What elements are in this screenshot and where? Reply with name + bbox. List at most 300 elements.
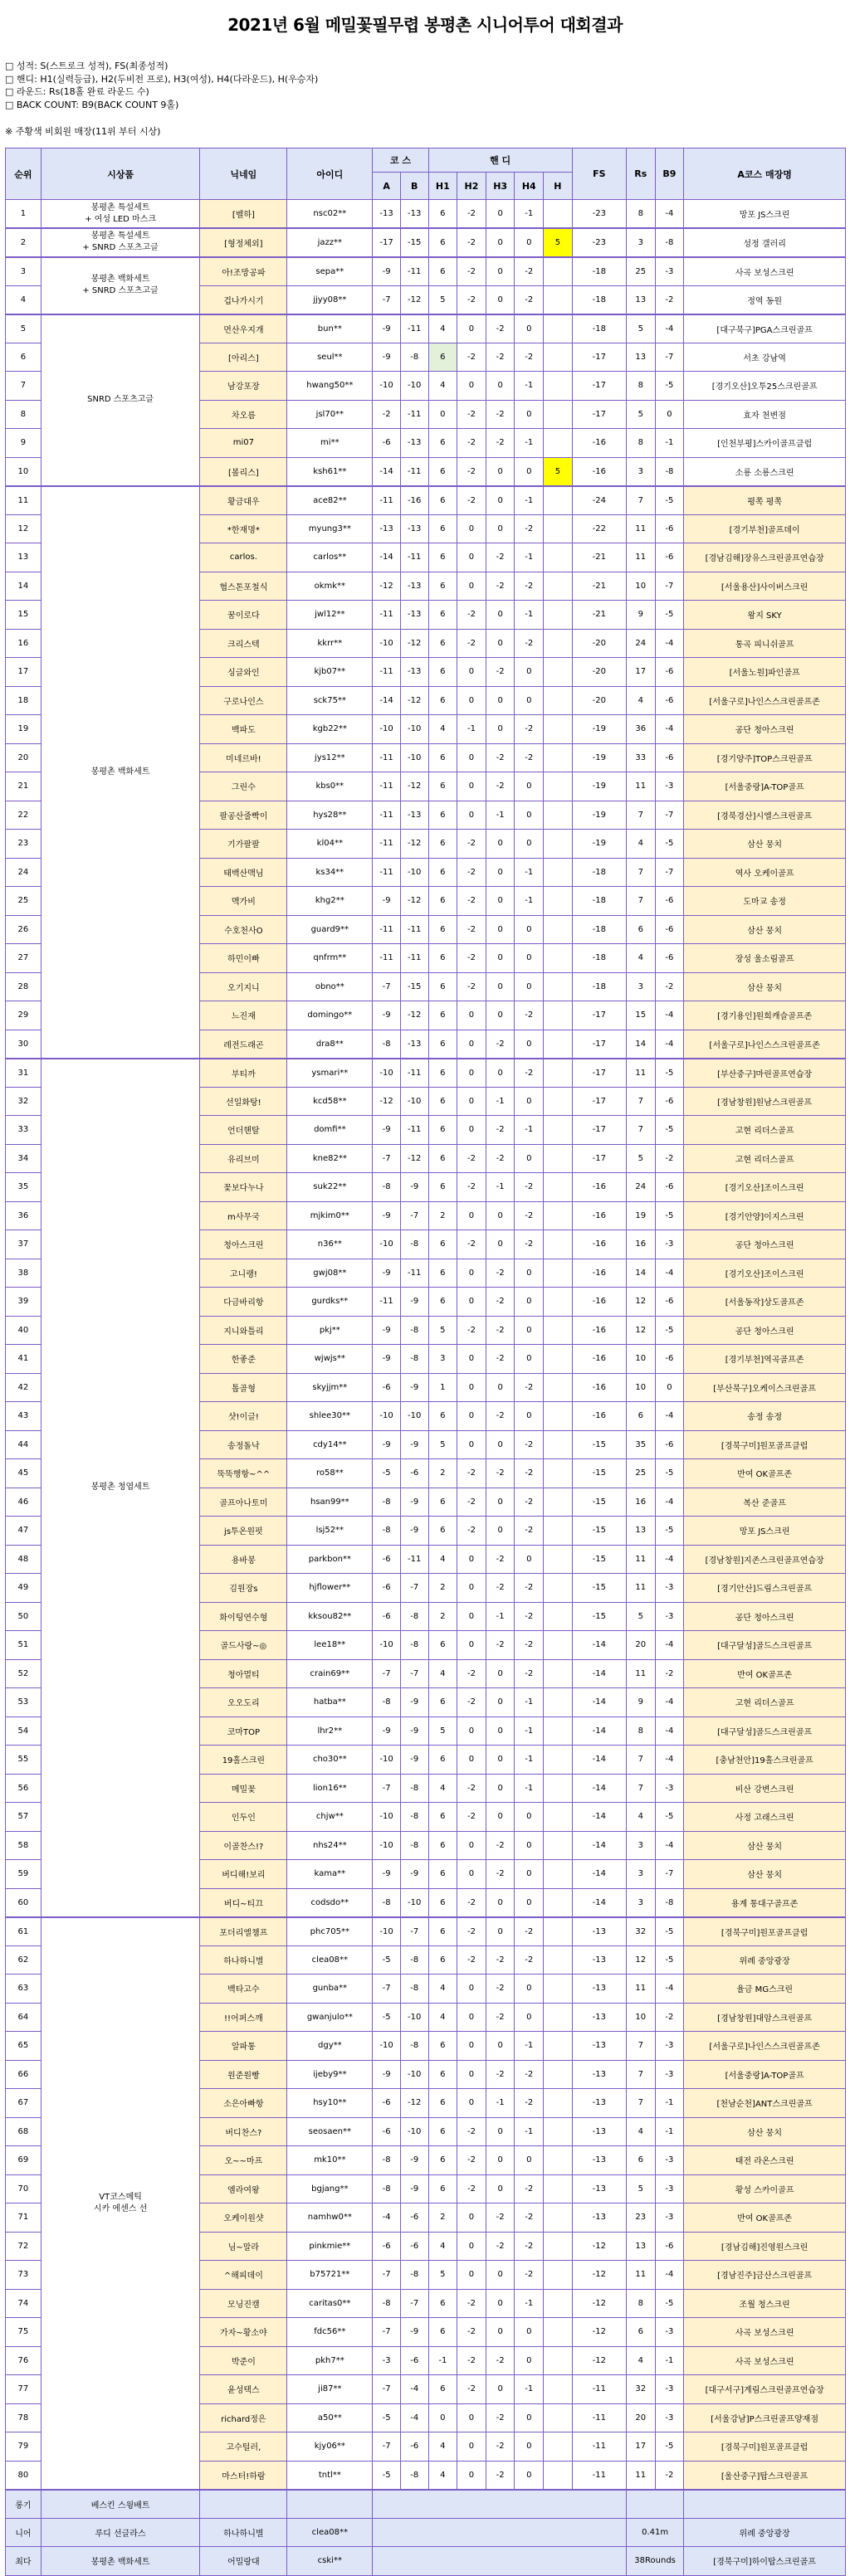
h-cell — [544, 1173, 573, 1202]
store-cell: [경북구미]원포골프클럽 — [684, 1917, 846, 1946]
h3-cell: 0 — [486, 285, 515, 314]
a-cell: -13 — [373, 514, 401, 543]
b-cell: -9 — [400, 1746, 428, 1775]
id-cell: hjflower** — [287, 1574, 373, 1603]
h4-cell: -2 — [515, 2174, 544, 2203]
h1-cell: 6 — [428, 2117, 457, 2146]
rs-cell: 5 — [626, 314, 655, 343]
id-cell: codsdo** — [287, 1888, 373, 1917]
id-cell: kbs0** — [287, 772, 373, 801]
nick-cell: 청아스크린 — [200, 1230, 287, 1259]
h1-cell: 6 — [428, 1087, 457, 1116]
nick-cell: 겁나가시기 — [200, 285, 287, 314]
h2-cell: 0 — [457, 543, 486, 572]
h-cell — [544, 2117, 573, 2146]
h4-cell: -2 — [515, 2060, 544, 2089]
h4-cell: -1 — [515, 1774, 544, 1803]
header-b: B — [400, 173, 428, 200]
rank-cell: 1 — [6, 200, 42, 229]
id-cell: kjb07** — [287, 658, 373, 687]
rank-cell: 22 — [6, 801, 42, 830]
h2-cell: 0 — [457, 2032, 486, 2061]
fs-cell: -16 — [572, 1173, 626, 1202]
fs-cell: -16 — [572, 457, 626, 486]
b9-cell: -3 — [655, 1574, 684, 1603]
h3-cell: -2 — [486, 2403, 515, 2432]
b9-cell: -7 — [655, 801, 684, 830]
a-cell: -6 — [373, 2232, 401, 2261]
fs-cell: -14 — [572, 1860, 626, 1889]
h3-cell: -2 — [486, 1545, 515, 1574]
b9-cell: -6 — [655, 658, 684, 687]
id-cell: nsc02** — [287, 200, 373, 229]
h-cell — [544, 1688, 573, 1717]
h3-cell: 0 — [486, 1001, 515, 1030]
a-cell: -6 — [373, 1602, 401, 1631]
h1-cell: 6 — [428, 1144, 457, 1173]
id-cell: bun** — [287, 314, 373, 343]
store-cell: 삼산 뭉치 — [684, 1860, 846, 1889]
b9-cell: -7 — [655, 1860, 684, 1889]
a-cell: -10 — [373, 715, 401, 744]
h2-cell: -2 — [457, 1316, 486, 1345]
b-cell: -9 — [400, 2146, 428, 2175]
special-note: ※ 주황색 비회원 매장(11위 부터 시상) — [5, 126, 161, 137]
award-prize-cell: 베스킨 스윙배트 — [41, 2490, 200, 2519]
rs-cell: 4 — [626, 1803, 655, 1832]
h-cell — [544, 1144, 573, 1173]
h1-cell: 6 — [428, 1517, 457, 1546]
rank-cell: 25 — [6, 887, 42, 916]
h3-cell: -2 — [486, 1459, 515, 1488]
b-cell: -11 — [400, 1545, 428, 1574]
b-cell: -13 — [400, 658, 428, 687]
rs-cell: 25 — [626, 1459, 655, 1488]
nick-cell: 화이팅연수형 — [200, 1602, 287, 1631]
h-cell — [544, 858, 573, 887]
h-cell — [544, 429, 573, 458]
b-cell: -10 — [400, 2060, 428, 2089]
h2-cell: -2 — [457, 2318, 486, 2347]
nick-cell: 톱골형 — [200, 1373, 287, 1402]
h-cell — [544, 715, 573, 744]
h4-cell: -2 — [515, 1173, 544, 1202]
rs-cell: 24 — [626, 629, 655, 658]
id-cell: kjy06** — [287, 2432, 373, 2462]
rs-cell: 3 — [626, 1831, 655, 1860]
h1-cell: 6 — [428, 887, 457, 916]
id-cell: mk10** — [287, 2146, 373, 2175]
nick-cell: 구로나인스 — [200, 686, 287, 715]
h-cell — [544, 2003, 573, 2032]
fs-cell: -16 — [572, 1201, 626, 1230]
prize-cell: SNRD 스포츠고글 — [41, 314, 200, 486]
rs-cell: 7 — [626, 801, 655, 830]
rank-cell: 17 — [6, 658, 42, 687]
h1-cell: 6 — [428, 1688, 457, 1717]
award-nick-cell: 어밀랑대 — [200, 2547, 287, 2576]
id-cell: lion16** — [287, 1774, 373, 1803]
fs-cell: -20 — [572, 658, 626, 687]
h1-cell: 6 — [428, 457, 457, 486]
rank-cell: 54 — [6, 1717, 42, 1746]
b9-cell: -5 — [655, 1945, 684, 1975]
b-cell: -12 — [400, 686, 428, 715]
h4-cell: 0 — [515, 1030, 544, 1059]
rank-cell: 14 — [6, 572, 42, 601]
header-prize: 시상품 — [41, 149, 200, 200]
store-cell: [서울동작]상도골프존 — [684, 1288, 846, 1317]
h3-cell: 0 — [486, 1888, 515, 1917]
header-nick: 닉네임 — [200, 149, 287, 200]
h4-cell: -2 — [515, 1430, 544, 1459]
a-cell: -8 — [373, 1688, 401, 1717]
b-cell: -11 — [400, 915, 428, 944]
rank-cell: 57 — [6, 1803, 42, 1832]
id-cell: clea08** — [287, 1945, 373, 1975]
id-cell: pkh7** — [287, 2346, 373, 2375]
h-cell — [544, 1888, 573, 1917]
rs-cell: 8 — [626, 1717, 655, 1746]
a-cell: -10 — [373, 372, 401, 401]
b9-cell: -6 — [655, 743, 684, 772]
h-cell — [544, 944, 573, 973]
b9-cell: -5 — [655, 372, 684, 401]
id-cell: ji87** — [287, 2375, 373, 2404]
b-cell: -13 — [400, 1030, 428, 1059]
h4-cell: -2 — [515, 2261, 544, 2290]
nick-cell: ^해피데이 — [200, 2261, 287, 2290]
h-cell — [544, 1345, 573, 1374]
rank-cell: 47 — [6, 1517, 42, 1546]
a-cell: -6 — [373, 2117, 401, 2146]
fs-cell: -15 — [572, 1488, 626, 1517]
b-cell: -11 — [400, 944, 428, 973]
h1-cell: 6 — [428, 1402, 457, 1431]
rs-cell: 10 — [626, 1345, 655, 1374]
b-cell: -8 — [400, 1831, 428, 1860]
b9-cell: -4 — [655, 2261, 684, 2290]
b9-cell: -3 — [655, 772, 684, 801]
h2-cell: -2 — [457, 429, 486, 458]
nick-cell: 송정돌낙 — [200, 1430, 287, 1459]
b9-cell: -5 — [655, 830, 684, 859]
h1-cell: 6 — [428, 915, 457, 944]
h-cell — [544, 1402, 573, 1431]
h3-cell: 0 — [486, 972, 515, 1001]
a-cell: -13 — [373, 200, 401, 229]
b-cell: -8 — [400, 1945, 428, 1975]
store-cell: [천남순천]ANT스크린골프 — [684, 2089, 846, 2118]
h3-cell: -2 — [486, 772, 515, 801]
nick-cell: 맥가비 — [200, 887, 287, 916]
h4-cell: -2 — [515, 285, 544, 314]
award-label-cell: 니어 — [6, 2518, 42, 2547]
a-cell: -11 — [373, 486, 401, 515]
id-cell: shlee30** — [287, 1402, 373, 1431]
prize-cell: 봉평촌 백화세트 + SNRD 스포츠고글 — [41, 257, 200, 314]
h1-cell: 6 — [428, 2032, 457, 2061]
rs-cell: 3 — [626, 228, 655, 257]
rs-cell: 7 — [626, 1774, 655, 1803]
h3-cell: -2 — [486, 1030, 515, 1059]
b9-cell: -3 — [655, 1774, 684, 1803]
h3-cell: 0 — [486, 629, 515, 658]
nick-cell: richard정은 — [200, 2403, 287, 2432]
h-cell — [544, 314, 573, 343]
h1-cell: 6 — [428, 572, 457, 601]
a-cell: -9 — [373, 1201, 401, 1230]
b9-cell: -6 — [655, 1345, 684, 1374]
h2-cell: 0 — [457, 2461, 486, 2490]
store-cell: 위례 중앙광장 — [684, 1945, 846, 1975]
rank-cell: 63 — [6, 1975, 42, 2004]
nick-cell: 모닝진캠 — [200, 2289, 287, 2318]
h-cell — [544, 2060, 573, 2089]
nick-cell: [볼리스] — [200, 457, 287, 486]
h-cell — [544, 2289, 573, 2318]
rank-cell: 64 — [6, 2003, 42, 2032]
h4-cell: -1 — [515, 1717, 544, 1746]
store-cell: [부산중구]마린골프연습장 — [684, 1059, 846, 1088]
nick-cell: 느진재 — [200, 1001, 287, 1030]
b-cell: -15 — [400, 228, 428, 257]
table-row — [6, 1059, 846, 1088]
b9-cell: -3 — [655, 2060, 684, 2089]
nick-cell: 태백산맥님 — [200, 858, 287, 887]
id-cell: bgjang** — [287, 2174, 373, 2203]
rs-cell: 3 — [626, 457, 655, 486]
rs-cell: 16 — [626, 1230, 655, 1259]
h1-cell: 6 — [428, 1488, 457, 1517]
award-store-cell — [684, 2490, 846, 2519]
b-cell: -9 — [400, 1430, 428, 1459]
b-cell: -12 — [400, 1144, 428, 1173]
store-cell: [경기안양]이지스크린 — [684, 1201, 846, 1230]
h2-cell: 0 — [457, 1402, 486, 1431]
h4-cell: -2 — [515, 514, 544, 543]
h3-cell: -2 — [486, 1631, 515, 1660]
award-row — [6, 2547, 846, 2576]
id-cell: hsy10** — [287, 2089, 373, 2118]
a-cell: -11 — [373, 801, 401, 830]
h3-cell: 0 — [486, 257, 515, 286]
a-cell: -5 — [373, 1945, 401, 1975]
h1-cell: 0 — [428, 2403, 457, 2432]
h3-cell: -2 — [486, 343, 515, 372]
h2-cell: 0 — [457, 372, 486, 401]
b9-cell: -5 — [655, 486, 684, 515]
fs-cell: -13 — [572, 2203, 626, 2233]
h3-cell: -2 — [486, 1402, 515, 1431]
h-cell — [544, 1860, 573, 1889]
h2-cell: -2 — [457, 285, 486, 314]
rank-cell: 52 — [6, 1659, 42, 1688]
b-cell: -12 — [400, 772, 428, 801]
id-cell: ysmari** — [287, 1059, 373, 1088]
fs-cell: -15 — [572, 1430, 626, 1459]
b-cell: -13 — [400, 514, 428, 543]
h-cell — [544, 743, 573, 772]
store-cell: [경기오산]조이스크린 — [684, 1259, 846, 1288]
h3-cell: 0 — [486, 1230, 515, 1259]
nick-cell: [아리스] — [200, 343, 287, 372]
header-b9: B9 — [655, 149, 684, 200]
h-cell — [544, 1975, 573, 2004]
rs-cell: 4 — [626, 944, 655, 973]
store-cell: [서울용산]사이버스크린 — [684, 572, 846, 601]
a-cell: -10 — [373, 1917, 401, 1946]
b9-cell: -6 — [655, 887, 684, 916]
h-cell — [544, 601, 573, 630]
h4-cell: 0 — [515, 2318, 544, 2347]
id-cell: n36** — [287, 1230, 373, 1259]
header-h1: H1 — [428, 173, 457, 200]
h2-cell: -2 — [457, 2117, 486, 2146]
h3-cell: 0 — [486, 486, 515, 515]
nick-cell: 버디~티끄 — [200, 1888, 287, 1917]
award-blank-cell — [373, 2518, 627, 2547]
rs-cell: 7 — [626, 2032, 655, 2061]
h4-cell: 0 — [515, 1831, 544, 1860]
h1-cell: 6 — [428, 830, 457, 859]
fs-cell: -13 — [572, 1975, 626, 2004]
rs-cell: 7 — [626, 486, 655, 515]
h-cell — [544, 972, 573, 1001]
award-id-cell: cski** — [287, 2547, 373, 2576]
rs-cell: 5 — [626, 2174, 655, 2203]
id-cell: gurdks** — [287, 1288, 373, 1317]
h1-cell: 6 — [428, 257, 457, 286]
b-cell: -11 — [400, 1259, 428, 1288]
a-cell: -9 — [373, 1860, 401, 1889]
h-cell — [544, 1774, 573, 1803]
b9-cell: -3 — [655, 2375, 684, 2404]
store-cell: 삼산 뭉치 — [684, 830, 846, 859]
b-cell: -9 — [400, 1717, 428, 1746]
h2-cell: 0 — [457, 686, 486, 715]
a-cell: -11 — [373, 1288, 401, 1317]
fs-cell: -19 — [572, 715, 626, 744]
h2-cell: 0 — [457, 2432, 486, 2462]
a-cell: -4 — [373, 2203, 401, 2233]
b-cell: -6 — [400, 2203, 428, 2233]
fs-cell: -15 — [572, 1517, 626, 1546]
fs-cell: -13 — [572, 2060, 626, 2089]
store-cell: 조월 청스크린 — [684, 2289, 846, 2318]
h1-cell: 6 — [428, 601, 457, 630]
h4-cell: -2 — [515, 2089, 544, 2118]
h3-cell: -2 — [486, 1259, 515, 1288]
rs-cell: 14 — [626, 1259, 655, 1288]
table-row — [6, 1917, 846, 1946]
nick-cell: 버디찬스? — [200, 2117, 287, 2146]
h1-cell: 2 — [428, 2203, 457, 2233]
b-cell: -12 — [400, 830, 428, 859]
award-label-cell: 최다 — [6, 2547, 42, 2576]
a-cell: -7 — [373, 1975, 401, 2004]
a-cell: -9 — [373, 1345, 401, 1374]
rank-cell: 37 — [6, 1230, 42, 1259]
rank-cell: 23 — [6, 830, 42, 859]
id-cell: ro58** — [287, 1459, 373, 1488]
h3-cell: -2 — [486, 2203, 515, 2233]
b9-cell: -6 — [655, 1288, 684, 1317]
b9-cell: -7 — [655, 858, 684, 887]
fs-cell: -17 — [572, 1087, 626, 1116]
b-cell: -7 — [400, 1659, 428, 1688]
b9-cell: -6 — [655, 514, 684, 543]
h4-cell: 0 — [515, 772, 544, 801]
a-cell: -9 — [373, 1430, 401, 1459]
b9-cell: -4 — [655, 1746, 684, 1775]
h-cell — [544, 1259, 573, 1288]
nick-cell: 선일화탕! — [200, 1087, 287, 1116]
b9-cell: -4 — [655, 1030, 684, 1059]
rank-cell: 15 — [6, 601, 42, 630]
nick-cell: 고니랭! — [200, 1259, 287, 1288]
nick-cell: 청아멀티 — [200, 1659, 287, 1688]
rs-cell: 4 — [626, 2346, 655, 2375]
h-cell — [544, 2318, 573, 2347]
fs-cell: -14 — [572, 1803, 626, 1832]
id-cell: kama** — [287, 1860, 373, 1889]
rank-cell: 68 — [6, 2117, 42, 2146]
h4-cell: 0 — [515, 658, 544, 687]
fs-cell: -17 — [572, 1059, 626, 1088]
rs-cell: 6 — [626, 1402, 655, 1431]
rs-cell: 11 — [626, 1545, 655, 1574]
fs-cell: -21 — [572, 601, 626, 630]
h-cell — [544, 1746, 573, 1775]
h-cell — [544, 372, 573, 401]
store-cell: 복산 준골프 — [684, 1488, 846, 1517]
b9-cell: -7 — [655, 572, 684, 601]
h1-cell: 2 — [428, 1459, 457, 1488]
rank-cell: 76 — [6, 2346, 42, 2375]
rs-cell: 4 — [626, 686, 655, 715]
nick-cell: 오~~마프 — [200, 2146, 287, 2175]
h-cell — [544, 1602, 573, 1631]
h3-cell: 0 — [486, 686, 515, 715]
rs-cell: 7 — [626, 1746, 655, 1775]
a-cell: -11 — [373, 944, 401, 973]
h1-cell: 4 — [428, 2232, 457, 2261]
rs-cell: 13 — [626, 343, 655, 372]
table-row — [6, 257, 846, 286]
b9-cell: -5 — [655, 1917, 684, 1946]
b9-cell: -6 — [655, 915, 684, 944]
rs-cell: 19 — [626, 1201, 655, 1230]
h3-cell: 0 — [486, 858, 515, 887]
h-cell — [544, 200, 573, 229]
nick-cell: 아!조망공파 — [200, 257, 287, 286]
h3-cell: 0 — [486, 2117, 515, 2146]
nick-cell: 꿈이로다 — [200, 601, 287, 630]
h4-cell: 0 — [515, 457, 544, 486]
b9-cell: -3 — [655, 1602, 684, 1631]
b-cell: -7 — [400, 1574, 428, 1603]
h1-cell: 4 — [428, 2003, 457, 2032]
h4-cell: 0 — [515, 1259, 544, 1288]
h2-cell: -2 — [457, 915, 486, 944]
h3-cell: 0 — [486, 2174, 515, 2203]
b-cell: -6 — [400, 1459, 428, 1488]
h1-cell: 6 — [428, 2375, 457, 2404]
rank-cell: 61 — [6, 1917, 42, 1946]
id-cell: sepa** — [287, 257, 373, 286]
a-cell: -5 — [373, 2403, 401, 2432]
